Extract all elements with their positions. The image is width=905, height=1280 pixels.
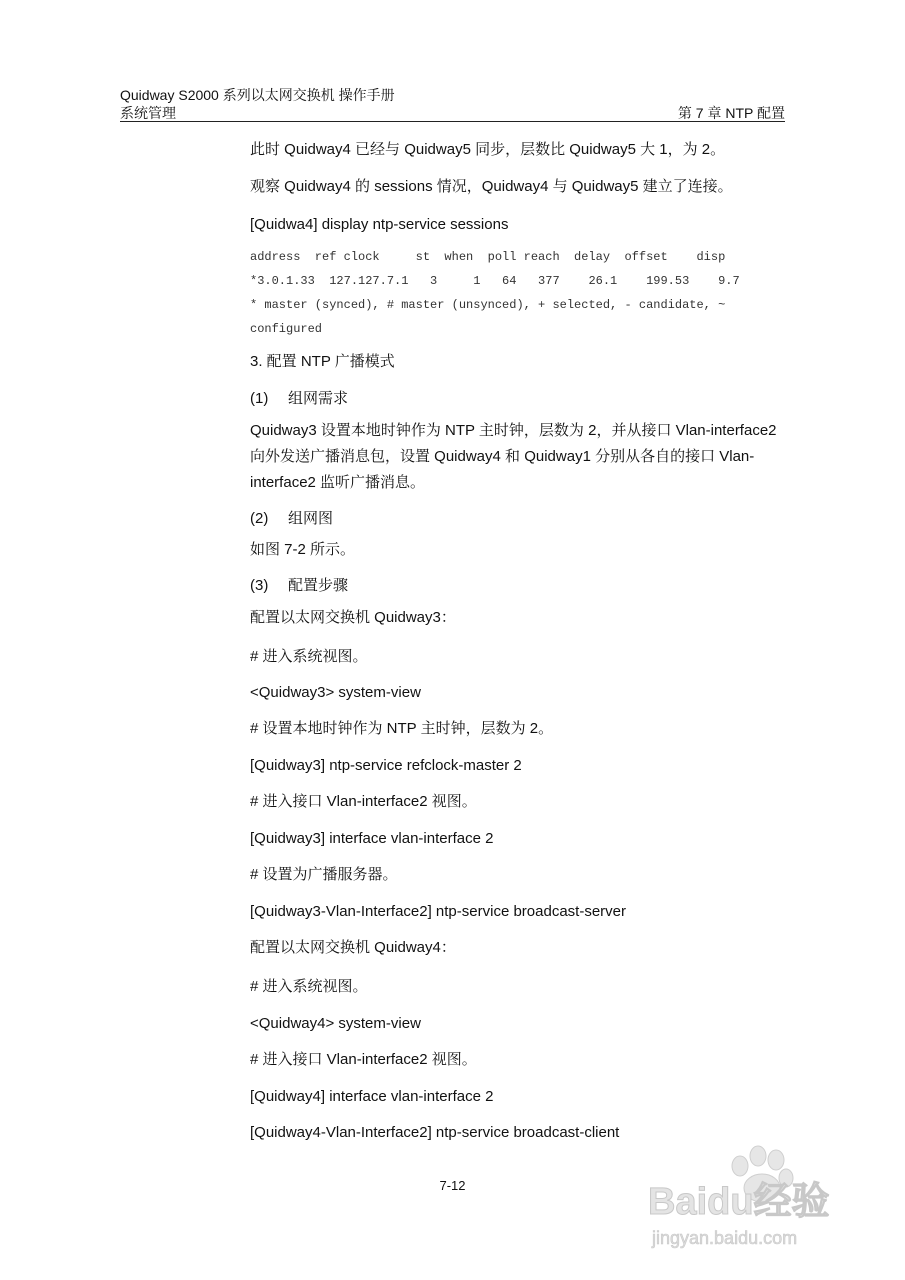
comment-line: # 进入接口 Vlan-interface2 视图。	[250, 1051, 477, 1068]
comment-line: # 进入接口 Vlan-interface2 视图。	[250, 793, 477, 810]
header-rule	[120, 121, 785, 122]
command-line: [Quidway3] ntp-service refclock-master 2	[250, 757, 522, 774]
paragraph: Quidway3 设置本地时钟作为 NTP 主时钟，层数为 2，并从接口 Vlan-interface2 向外发送广播消息包，设置 Quidway4 和 Quidway1 分别从各自的接口 Vlan-interface2 监听广播消息。	[250, 422, 777, 491]
section-heading: 3. 配置 NTP 广播模式	[250, 353, 395, 370]
watermark-url: jingyan.baidu.com	[652, 1228, 798, 1248]
subsection-heading	[250, 576, 787, 596]
page-number: 7-12	[439, 1178, 466, 1193]
paragraph: 配置以太网交换机 Quidway4：	[250, 939, 456, 956]
comment-line: # 进入系统视图。	[250, 648, 368, 665]
subsection-text: 配置步骤	[288, 577, 349, 594]
output-line: address ref clock st when poll reach delay offset disp	[250, 250, 726, 264]
comment-line: # 设置为广播服务器。	[250, 866, 398, 883]
subsection-heading	[250, 509, 787, 529]
subsection-number: (3)	[250, 577, 269, 594]
command-line: <Quidway4> system-view	[250, 1015, 421, 1032]
subsection-text: 组网图	[288, 510, 334, 527]
watermark-brand: Baidu经验	[648, 1181, 830, 1223]
output-line: *3.0.1.33 127.127.7.1 3 1 64 377 26.1 199.53 9.7	[250, 274, 740, 288]
paragraph: 此时 Quidway4 已经与 Quidway5 同步，层数比 Quidway5 大 1，为 2。	[250, 141, 726, 158]
command-line: [Quidway3] interface vlan-interface 2	[250, 830, 494, 847]
command-line: [Quidway4] interface vlan-interface 2	[250, 1088, 494, 1105]
command-line: [Quidway4-Vlan-Interface2] ntp-service broadcast-client	[250, 1124, 620, 1141]
section-name: 系统管理	[120, 105, 176, 121]
paragraph: 如图 7-2 所示。	[250, 541, 356, 558]
comment-line: # 进入系统视图。	[250, 978, 368, 995]
paragraph: 观察 Quidway4 的 sessions 情况，Quidway4 与 Quidway5 建立了连接。	[250, 178, 733, 195]
manual-title: Quidway S2000 系列以太网交换机 操作手册	[120, 87, 395, 103]
command-line: [Quidway3-Vlan-Interface2] ntp-service broadcast-server	[250, 903, 626, 920]
subsection-heading	[250, 389, 787, 409]
baidu-watermark-logo	[640, 1140, 860, 1260]
command-line: [Quidwa4] display ntp-service sessions	[250, 216, 509, 233]
output-line: * master (synced), # master (unsynced), + selected, - candidate, ~	[250, 298, 726, 312]
command-line: <Quidway3> system-view	[250, 684, 421, 701]
chapter-title: 第 7 章 NTP 配置	[677, 105, 785, 121]
output-line: configured	[250, 322, 323, 336]
comment-line: # 设置本地时钟作为 NTP 主时钟，层数为 2。	[250, 720, 554, 737]
page-header	[120, 86, 785, 122]
subsection-number: (2)	[250, 510, 269, 527]
subsection-text: 组网需求	[288, 390, 349, 407]
subsection-number: (1)	[250, 390, 269, 407]
paragraph: 配置以太网交换机 Quidway3：	[250, 609, 456, 626]
